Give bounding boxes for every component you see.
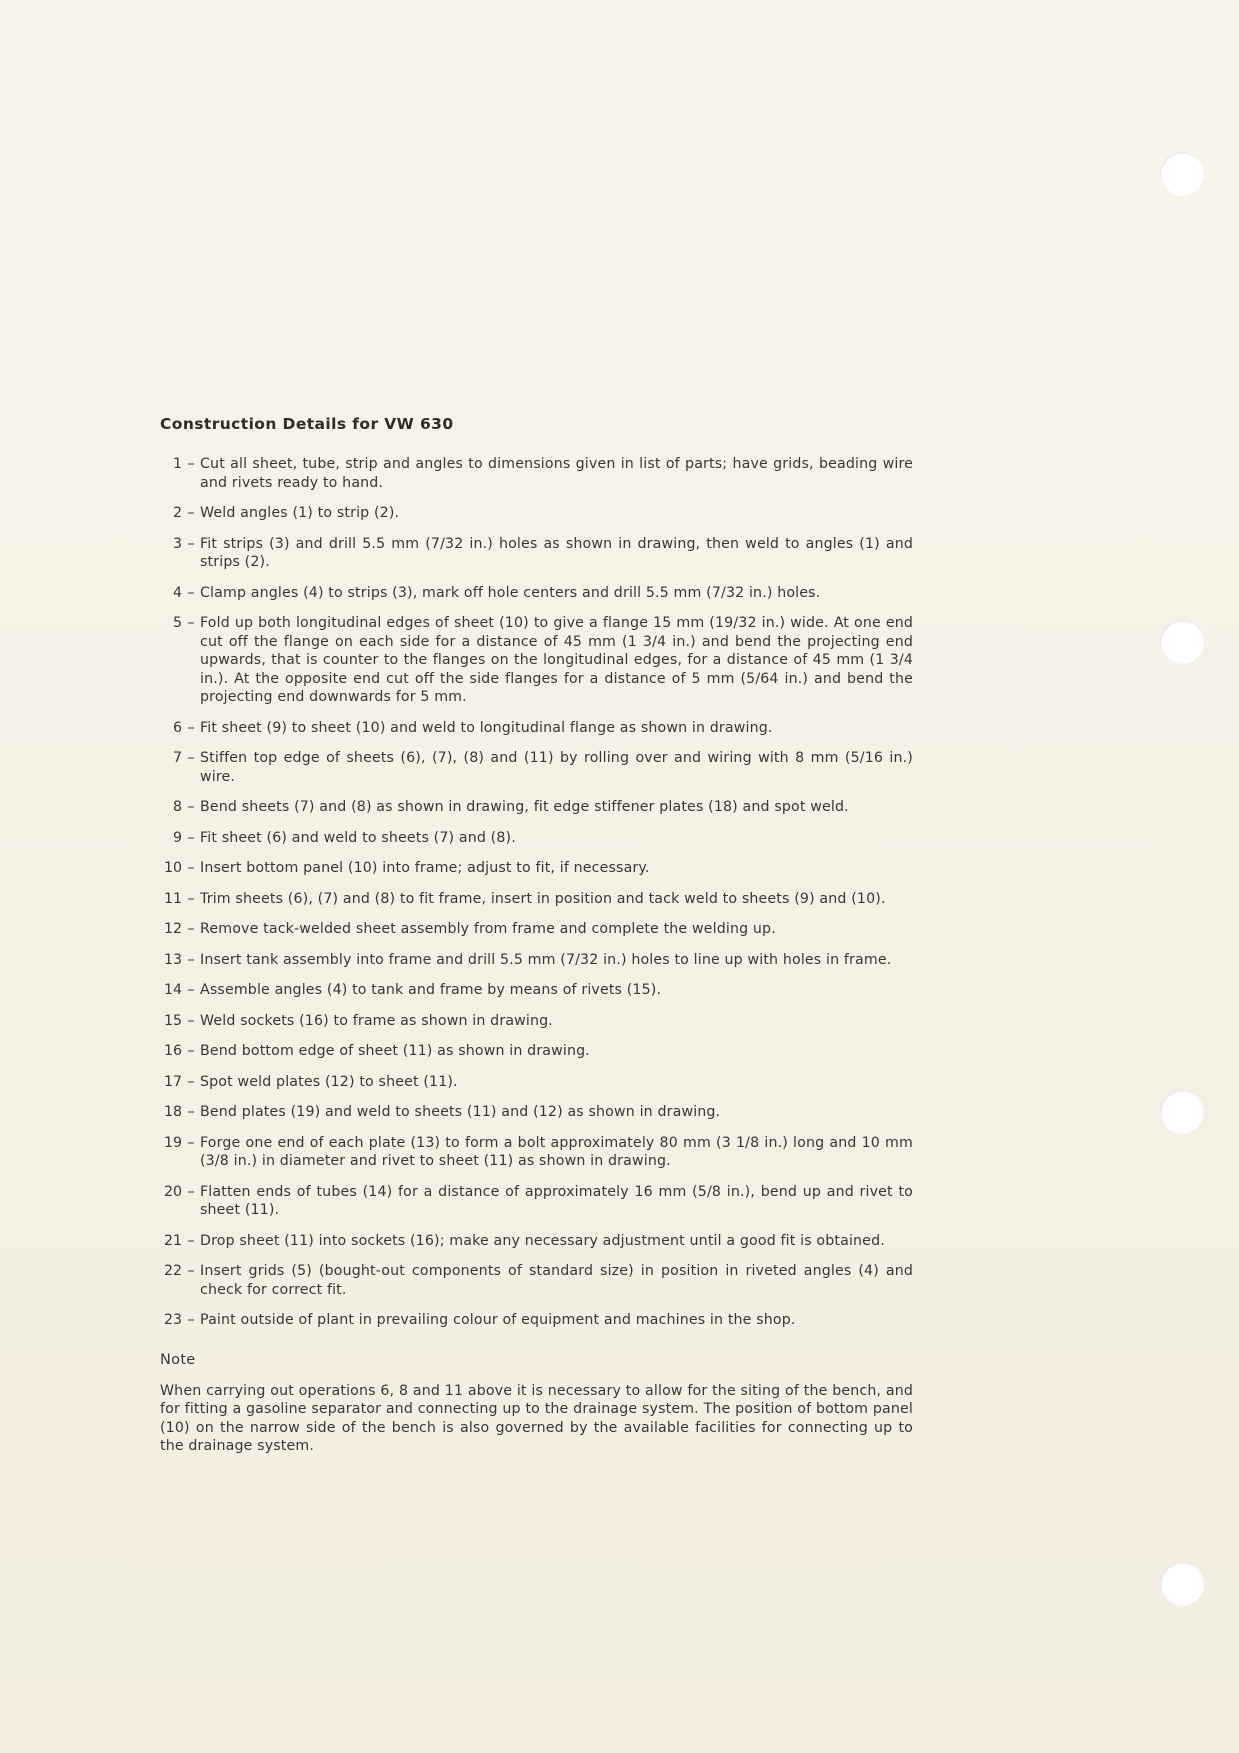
step-number: 10 –	[160, 859, 200, 878]
step-item	[160, 1012, 913, 1031]
step-text: Forge one end of each plate (13) to form a bolt approximately 80 mm (3 1/8 in.) long and 10 mm (3/8 in.) in diameter and rivet to sheet (11) as shown in drawing.	[200, 1134, 913, 1169]
punch-hole-3	[1160, 1090, 1204, 1134]
step-item	[160, 749, 913, 786]
step-number: 3 –	[160, 535, 200, 572]
step-text: Insert grids (5) (bought-out components of standard size) in position in riveted angles (4) and check for correct fit.	[200, 1263, 913, 1298]
step-text: Insert bottom panel (10) into frame; adjust to fit, if necessary.	[200, 860, 650, 876]
step-number: 5 –	[160, 614, 200, 707]
step-text: Bend sheets (7) and (8) as shown in drawing, fit edge stiffener plates (18) and spot weld.	[200, 799, 849, 815]
step-item	[160, 504, 913, 523]
step-number: 12 –	[160, 920, 200, 939]
document-title: Construction Details for VW 630	[160, 415, 454, 433]
step-item	[160, 951, 913, 970]
note-heading: Note	[160, 1351, 196, 1368]
step-number: 21 –	[160, 1232, 200, 1251]
step-number: 2 –	[160, 504, 200, 523]
step-number: 8 –	[160, 798, 200, 817]
step-number: 23 –	[160, 1311, 200, 1330]
step-number: 4 –	[160, 584, 200, 603]
step-number: 11 –	[160, 890, 200, 909]
step-item	[160, 798, 913, 817]
step-text: Paint outside of plant in prevailing colour of equipment and machines in the shop.	[200, 1312, 796, 1328]
step-number: 17 –	[160, 1073, 200, 1092]
step-number: 7 –	[160, 749, 200, 786]
step-item	[160, 584, 913, 603]
step-text: Stiffen top edge of sheets (6), (7), (8) and (11) by rolling over and wiring with 8 mm (5/16 in.) wire.	[200, 750, 913, 785]
step-number: 9 –	[160, 829, 200, 848]
step-number: 18 –	[160, 1103, 200, 1122]
step-item	[160, 1103, 913, 1122]
step-text: Flatten ends of tubes (14) for a distance of approximately 16 mm (5/8 in.), bend up and rivet to sheet (11).	[200, 1183, 913, 1218]
step-number: 20 –	[160, 1183, 200, 1220]
step-item	[160, 1134, 913, 1171]
step-number: 15 –	[160, 1012, 200, 1031]
steps-list	[160, 455, 913, 1330]
step-number: 13 –	[160, 951, 200, 970]
step-text: Fit sheet (9) to sheet (10) and weld to longitudinal flange as shown in drawing.	[200, 719, 773, 736]
step-item	[160, 535, 913, 572]
step-text: Weld sockets (16) to frame as shown in drawing.	[200, 1012, 553, 1029]
step-text: Remove tack-welded sheet assembly from frame and complete the welding up.	[200, 921, 776, 937]
step-text: Cut all sheet, tube, strip and angles to dimensions given in list of parts; have grids, beading wire and rivets ready to hand.	[200, 456, 913, 491]
step-text: Weld angles (1) to strip (2).	[200, 505, 400, 521]
step-item	[160, 920, 913, 939]
step-text: Clamp angles (4) to strips (3), mark off hole centers and drill 5.5 mm (7/32 in.) holes.	[200, 584, 821, 601]
step-text: Bend plates (19) and weld to sheets (11) and (12) as shown in drawing.	[200, 1104, 721, 1120]
step-number: 19 –	[160, 1134, 200, 1171]
step-item	[160, 859, 913, 878]
step-text: Drop sheet (11) into sockets (16); make any necessary adjustment until a good fit is obtained.	[200, 1232, 885, 1249]
step-item	[160, 890, 913, 909]
punch-hole-1	[1160, 152, 1204, 196]
step-text: Fit strips (3) and drill 5.5 mm (7/32 in.) holes as shown in drawing, then weld to angles (1) and strips (2).	[200, 535, 913, 570]
punch-hole-2	[1160, 620, 1204, 664]
step-text: Spot weld plates (12) to sheet (11).	[200, 1073, 458, 1090]
step-text: Fold up both longitudinal edges of sheet (10) to give a flange 15 mm (19/32 in.) wide. At one end cut off the flange on each side for a distance of 45 mm (1 3/4 in.) and bend the projecting end upwards, that is counter to the flanges on the longitudinal edges, for a distance of 45 mm (1 3/4 in.). At the opposite end cut off the side flanges for a distance of 5 mm (5/64 in.) and bend the projecting end downwards for 5 mm.	[200, 615, 913, 705]
step-item	[160, 981, 913, 1000]
step-number: 22 –	[160, 1262, 200, 1299]
step-item	[160, 1042, 913, 1061]
step-item	[160, 1311, 913, 1330]
step-number: 16 –	[160, 1042, 200, 1061]
step-number: 14 –	[160, 981, 200, 1000]
note-text: When carrying out operations 6, 8 and 11 above it is necessary to allow for the siting of the bench, and for fitting a gasoline separator and connecting up to the drainage system. The position of bottom panel (10) on the narrow side of the bench is also governed by the available facilities for connecting up to the drainage system.	[160, 1382, 913, 1454]
step-item	[160, 1073, 913, 1092]
step-text: Assemble angles (4) to tank and frame by means of rivets (15).	[200, 982, 662, 998]
step-item	[160, 455, 913, 492]
step-item	[160, 829, 913, 848]
step-item	[160, 614, 913, 707]
step-text: Insert tank assembly into frame and drill 5.5 mm (7/32 in.) holes to line up with holes in frame.	[200, 951, 892, 968]
step-item	[160, 1232, 913, 1251]
step-number: 6 –	[160, 719, 200, 738]
step-item	[160, 1183, 913, 1220]
step-text: Bend bottom edge of sheet (11) as shown in drawing.	[200, 1043, 590, 1059]
step-number: 1 –	[160, 455, 200, 492]
step-item	[160, 1262, 913, 1299]
punch-hole-4	[1160, 1562, 1204, 1606]
document-body	[160, 415, 913, 1456]
step-item	[160, 719, 913, 738]
step-text: Trim sheets (6), (7) and (8) to fit frame, insert in position and tack weld to sheets (9) and (10).	[200, 890, 886, 907]
step-text: Fit sheet (6) and weld to sheets (7) and (8).	[200, 829, 516, 846]
